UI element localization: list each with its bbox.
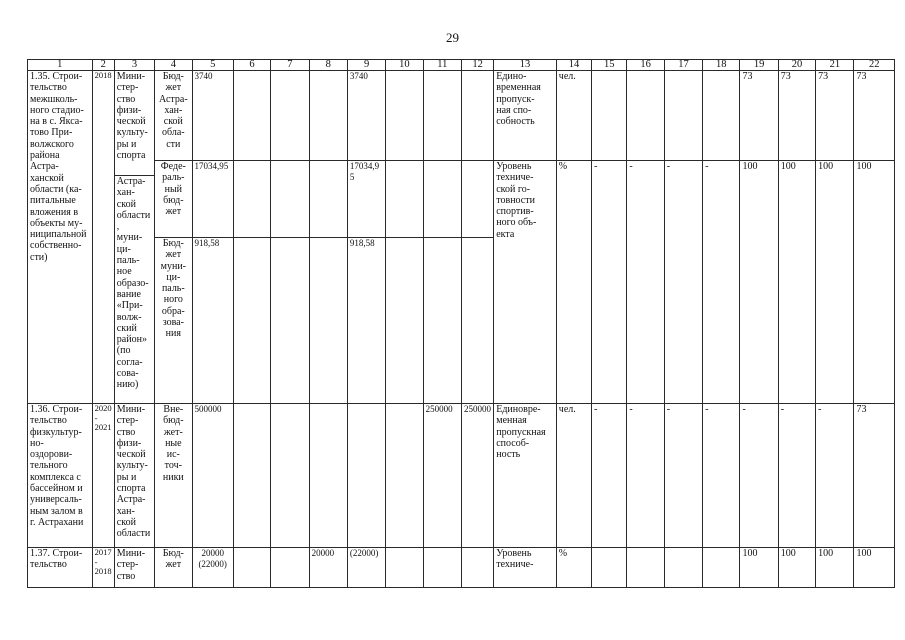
measure-executor: Астра- хан- ской области, муни- ци- паль- ное образо- вание «При- волж- ский район» (по согла- сова- нию): [114, 176, 154, 404]
table-row: [28, 71, 895, 161]
col-header: 11: [423, 60, 461, 71]
funding-total: 918,58: [192, 238, 233, 404]
indicator-unit: чел.: [556, 404, 591, 548]
indicator-value: 100: [740, 161, 778, 404]
indicator-value: -: [592, 161, 627, 404]
table-row: [28, 161, 895, 176]
indicator-value: 73: [854, 71, 895, 161]
col-header: 8: [309, 60, 347, 71]
empty-cell: [423, 71, 461, 161]
col-header: 16: [627, 60, 664, 71]
table-row: [28, 548, 895, 588]
indicator-value: 100: [778, 161, 815, 404]
indicator-unit: %: [556, 161, 591, 404]
empty-cell: [461, 71, 493, 161]
empty-cell: [233, 404, 270, 548]
measure-year: 2017- 2018: [92, 548, 114, 588]
empty-cell: [461, 161, 493, 238]
empty-cell: [386, 238, 423, 404]
indicator-value: -: [627, 161, 664, 404]
col-header: 4: [155, 60, 192, 71]
measure-executor: Мини- стер- ство: [114, 548, 154, 588]
empty-cell: [271, 238, 309, 404]
indicator-value: 73: [740, 71, 778, 161]
funding-source: Феде- раль- ный бюд- жет: [155, 161, 192, 238]
indicator-value: -: [703, 404, 740, 548]
empty-cell: [461, 548, 493, 588]
col-header: 5: [192, 60, 233, 71]
col-header: 3: [114, 60, 154, 71]
col-header: 21: [816, 60, 854, 71]
measure-year: 2020- 2021: [92, 404, 114, 548]
empty-cell: [423, 161, 461, 238]
indicator-value: 100: [854, 548, 895, 588]
empty-cell: [703, 548, 740, 588]
empty-cell: [461, 238, 493, 404]
funding-source: Бюд- жет Астра- хан- ской обла- сти: [155, 71, 192, 161]
empty-cell: [309, 71, 347, 161]
program-table: [27, 59, 895, 588]
measure-executor: Мини- стер- ство физи- ческой культу- ры и спорта: [114, 71, 154, 176]
indicator-unit: чел.: [556, 71, 591, 161]
indicator-value: 100: [740, 548, 778, 588]
indicator-name: Уровень техниче-: [494, 548, 557, 588]
col-header: 17: [664, 60, 702, 71]
empty-cell: [386, 404, 423, 548]
funding-source: Бюд- жет: [155, 548, 192, 588]
funding-value: (22000): [347, 548, 385, 588]
empty-cell: [664, 71, 702, 161]
indicator-value: 73: [778, 71, 815, 161]
empty-cell: [423, 238, 461, 404]
empty-cell: [233, 71, 270, 161]
indicator-value: 100: [854, 161, 895, 404]
col-header: 10: [386, 60, 423, 71]
col-header: 12: [461, 60, 493, 71]
page-number: 29: [446, 30, 459, 45]
empty-cell: [271, 161, 309, 238]
measure-year: 2018: [92, 71, 114, 404]
col-header: 1: [28, 60, 93, 71]
empty-cell: [386, 548, 423, 588]
funding-value: 250000: [423, 404, 461, 548]
empty-cell: [271, 548, 309, 588]
indicator-value: -: [664, 161, 702, 404]
indicator-name: Единовре- менная пропускная способ- ность: [494, 404, 557, 548]
empty-cell: [309, 404, 347, 548]
col-header: 22: [854, 60, 895, 71]
indicator-value: 100: [816, 548, 854, 588]
empty-cell: [271, 404, 309, 548]
col-header: 14: [556, 60, 591, 71]
empty-cell: [664, 548, 702, 588]
funding-value: 250000: [461, 404, 493, 548]
empty-cell: [233, 161, 270, 238]
indicator-unit: %: [556, 548, 591, 588]
funding-total: 20000 (22000): [192, 548, 233, 588]
indicator-value: -: [664, 404, 702, 548]
empty-cell: [423, 548, 461, 588]
col-header: 6: [233, 60, 270, 71]
empty-cell: [271, 71, 309, 161]
empty-cell: [627, 548, 664, 588]
funding-value: 20000: [309, 548, 347, 588]
indicator-value: 100: [816, 161, 854, 404]
funding-total: 17034,95: [192, 161, 233, 238]
indicator-value: -: [816, 404, 854, 548]
funding-total: 3740: [192, 71, 233, 161]
col-header: 9: [347, 60, 385, 71]
col-header: 13: [494, 60, 557, 71]
empty-cell: [233, 548, 270, 588]
col-header: 2: [92, 60, 114, 71]
empty-cell: [347, 404, 385, 548]
col-header: 15: [592, 60, 627, 71]
empty-cell: [592, 71, 627, 161]
col-header: 7: [271, 60, 309, 71]
funding-value: 918,58: [347, 238, 385, 404]
funding-value: 3740: [347, 71, 385, 161]
empty-cell: [309, 161, 347, 238]
column-number-row: [28, 60, 895, 71]
empty-cell: [309, 238, 347, 404]
indicator-value: -: [740, 404, 778, 548]
indicator-value: -: [627, 404, 664, 548]
indicator-value: -: [592, 404, 627, 548]
empty-cell: [703, 71, 740, 161]
table-row: [28, 404, 895, 548]
indicator-value: 73: [816, 71, 854, 161]
col-header: 19: [740, 60, 778, 71]
empty-cell: [386, 71, 423, 161]
funding-value: 17034,95: [347, 161, 385, 238]
empty-cell: [627, 71, 664, 161]
measure-name: 1.35. Строи- тельство межшколь- ного стадио- на в с. Якса- тово При- волжского района Астра- ханской области (ка- питальные вложения в объекты му- ниципальной собственно- сти): [28, 71, 93, 404]
funding-source: Бюд- жет муни- ци- паль- ного обра- зова- ния: [155, 238, 192, 404]
col-header: 20: [778, 60, 815, 71]
empty-cell: [592, 548, 627, 588]
funding-total: 500000: [192, 404, 233, 548]
indicator-value: -: [703, 161, 740, 404]
empty-cell: [386, 161, 423, 238]
indicator-value: -: [778, 404, 815, 548]
measure-name: 1.37. Строи- тельство: [28, 548, 93, 588]
measure-name: 1.36. Строи- тельство физкультур- но- оздорови- тельного комплекса с бассейном и универсаль- ным залом в г. Астрахани: [28, 404, 93, 548]
indicator-value: 100: [778, 548, 815, 588]
empty-cell: [233, 238, 270, 404]
col-header: 18: [703, 60, 740, 71]
funding-source: Вне- бюд- жет- ные ис- точ- ники: [155, 404, 192, 548]
indicator-value: 73: [854, 404, 895, 548]
indicator-name: Уровень техниче- ской го- товности спортив- ного объ- екта: [494, 161, 557, 404]
measure-executor: Мини- стер- ство физи- ческой культу- ры и спорта Астра- хан- ской области: [114, 404, 154, 548]
indicator-name: Едино- временная пропуск- ная спо- собность: [494, 71, 557, 161]
